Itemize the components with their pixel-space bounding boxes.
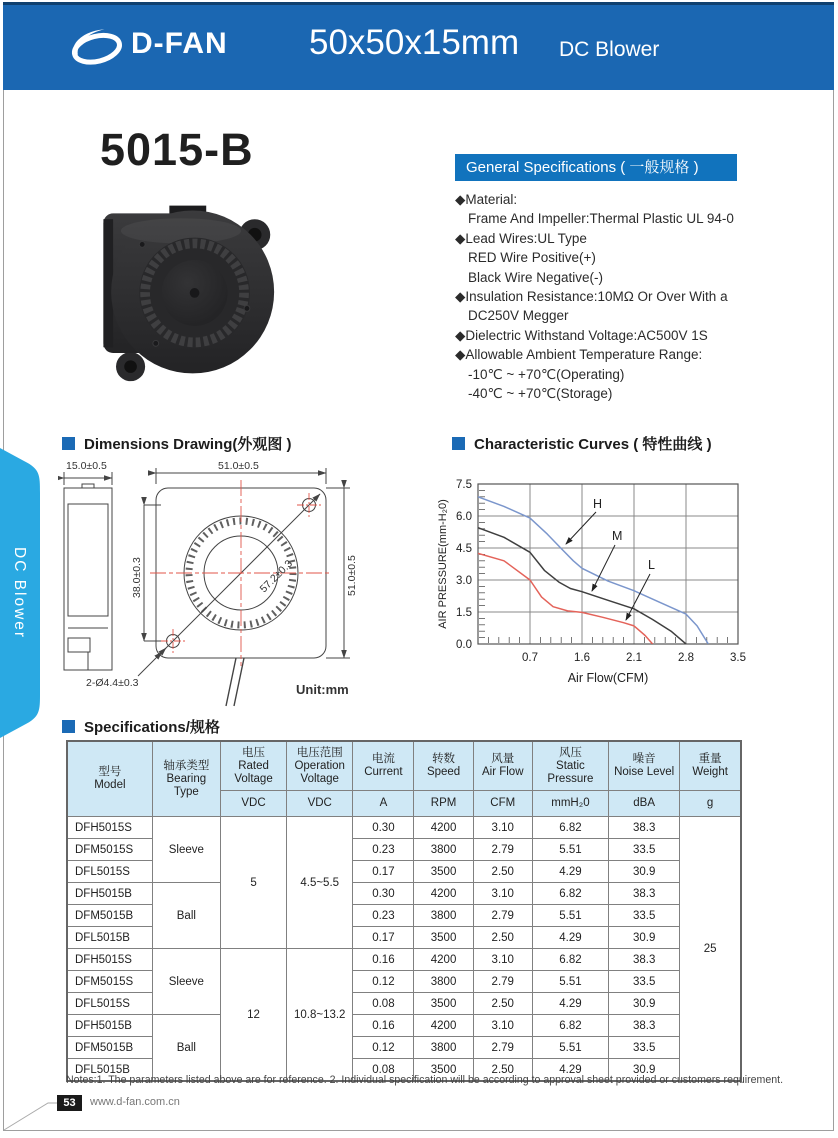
col-header: 重量 Weight xyxy=(680,741,741,791)
spec-line: RED Wire Positive(+) xyxy=(468,250,596,266)
table-cell: 4.29 xyxy=(532,861,608,883)
svg-text:7.5: 7.5 xyxy=(456,479,472,491)
col-header: 噪音 Noise Level xyxy=(609,741,680,791)
table-cell: 3800 xyxy=(414,971,473,993)
spec-line: ◆Allowable Ambient Temperature Range: xyxy=(455,347,703,363)
model-title: 5015-B xyxy=(100,124,254,175)
svg-text:2.1: 2.1 xyxy=(626,652,642,664)
specifications-table-wrap xyxy=(66,740,742,1082)
table-cell: 2.79 xyxy=(473,905,532,927)
table-cell: 3.10 xyxy=(473,1015,532,1037)
table-cell: 33.5 xyxy=(609,1037,680,1059)
table-cell: DFM5015S xyxy=(67,839,152,861)
curve-label-h: H xyxy=(593,497,603,511)
blue-square-icon xyxy=(62,720,75,733)
chart-series xyxy=(478,497,708,644)
col-header: 风压 Static Pressure xyxy=(532,741,608,791)
table-cell: 0.12 xyxy=(353,971,414,993)
table-cell: 30.9 xyxy=(609,1059,680,1082)
spec-line: -40℃ ~ +70℃(Storage) xyxy=(468,386,613,402)
table-cell: 4.29 xyxy=(532,927,608,949)
table-row xyxy=(67,949,741,971)
table-cell: 2.79 xyxy=(473,839,532,861)
blue-square-icon xyxy=(62,437,75,450)
col-header: 风量 Air Flow xyxy=(473,741,532,791)
table-cell: 5 xyxy=(220,817,286,949)
table-cell: 6.82 xyxy=(532,1015,608,1037)
svg-text:0.7: 0.7 xyxy=(522,652,538,664)
table-cell: 6.82 xyxy=(532,949,608,971)
table-cell: 3800 xyxy=(414,1037,473,1059)
spec-line: DC250V Megger xyxy=(468,308,569,324)
table-cell: 3500 xyxy=(414,1059,473,1082)
svg-text:1.6: 1.6 xyxy=(574,652,590,664)
table-cell: DFH5015S xyxy=(67,817,152,839)
table-cell: DFH5015B xyxy=(67,1015,152,1037)
table-cell: 33.5 xyxy=(609,905,680,927)
table-cell: 3500 xyxy=(414,927,473,949)
svg-text:6.0: 6.0 xyxy=(456,511,472,523)
spec-line: ◆Insulation Resistance:10MΩ Or Over With a xyxy=(455,289,728,305)
table-cell: DFM5015S xyxy=(67,971,152,993)
table-cell: 0.17 xyxy=(353,861,414,883)
table-cell: 12 xyxy=(220,949,286,1082)
product-size: 50x50x15mm xyxy=(309,23,520,62)
table-cell: 3800 xyxy=(414,905,473,927)
unit-header: VDC xyxy=(220,791,286,817)
unit-header: g xyxy=(680,791,741,817)
spec-line: ◆Lead Wires:UL Type xyxy=(455,230,587,246)
table-cell: 3500 xyxy=(414,861,473,883)
table-cell: 6.82 xyxy=(532,883,608,905)
dfan-logo-icon xyxy=(67,25,125,74)
table-row xyxy=(67,1015,741,1037)
product-type: DC Blower xyxy=(559,38,660,61)
website-text: www.d-fan.com.cn xyxy=(90,1096,180,1108)
table-cell: 0.16 xyxy=(353,949,414,971)
dim-front-height: 51.0±0.5 xyxy=(346,555,358,596)
table-cell: 3800 xyxy=(414,839,473,861)
dim-holes: 2-Ø4.4±0.3 xyxy=(86,677,139,689)
table-cell: 0.12 xyxy=(353,1037,414,1059)
dimensions-drawing xyxy=(58,458,448,713)
unit-header: A xyxy=(353,791,414,817)
table-cell: 5.51 xyxy=(532,839,608,861)
side-tab-label: DC Blower xyxy=(11,546,28,640)
table-cell: 0.08 xyxy=(353,993,414,1015)
table-cell: 38.3 xyxy=(609,817,680,839)
spec-line: Frame And Impeller:Thermal Plastic UL 94-0 xyxy=(468,211,734,227)
table-cell: 2.50 xyxy=(473,927,532,949)
table-cell: 3.10 xyxy=(473,949,532,971)
notes-text: Notes:1. The parameters listed above are for reference. 2. Individual specification will be according to approval sheet provided or customers requirement. xyxy=(66,1074,784,1086)
unit-header: mmH₂0 xyxy=(532,791,608,817)
unit-header: CFM xyxy=(473,791,532,817)
characteristic-curves-chart xyxy=(436,452,806,700)
table-cell: 0.08 xyxy=(353,1059,414,1082)
svg-text:2.8: 2.8 xyxy=(678,652,694,664)
page-number-badge: 53 xyxy=(57,1095,82,1111)
table-cell: 0.23 xyxy=(353,905,414,927)
unit-header: dBA xyxy=(609,791,680,817)
table-cell: 4.5~5.5 xyxy=(287,817,353,949)
table-cell: 4200 xyxy=(414,949,473,971)
col-header: 电流 Current xyxy=(353,741,414,791)
table-cell: DFL5015B xyxy=(67,1059,152,1082)
table-cell: DFL5015B xyxy=(67,927,152,949)
svg-text:3.5: 3.5 xyxy=(730,652,746,664)
chart-y-axis-label: AIR PRESSURE(mm-H₂0) xyxy=(437,499,449,629)
table-cell: 4200 xyxy=(414,1015,473,1037)
table-cell: 5.51 xyxy=(532,971,608,993)
table-cell: 38.3 xyxy=(609,883,680,905)
table-cell: Ball xyxy=(152,883,220,949)
table-row xyxy=(67,817,741,839)
table-cell: DFM5015B xyxy=(67,1037,152,1059)
table-cell: 10.8~13.2 xyxy=(287,949,353,1082)
col-header: 型号 Model xyxy=(67,741,152,817)
table-cell: 2.50 xyxy=(473,1059,532,1082)
table-cell: 0.30 xyxy=(353,883,414,905)
svg-text:4.5: 4.5 xyxy=(456,543,472,555)
table-cell: 33.5 xyxy=(609,839,680,861)
dim-front-width: 51.0±0.5 xyxy=(218,460,259,472)
table-cell: 38.3 xyxy=(609,1015,680,1037)
table-cell: 0.17 xyxy=(353,927,414,949)
dim-hole-span: 38.0±0.3 xyxy=(131,557,143,598)
table-cell: DFH5015B xyxy=(67,883,152,905)
curves-section-header: Characteristic Curves ( 特性曲线 ) xyxy=(452,433,712,454)
table-cell: Sleeve xyxy=(152,817,220,883)
table-cell: 2.50 xyxy=(473,861,532,883)
col-header: 电压范围 Operation Voltage xyxy=(287,741,353,791)
header-bar xyxy=(3,2,834,90)
curve-label-m: M xyxy=(612,529,623,543)
col-header: 电压 Rated Voltage xyxy=(220,741,286,791)
general-specs-title-bar: General Specifications ( 一般规格 ) xyxy=(455,154,737,181)
dim-side-width: 15.0±0.5 xyxy=(66,460,107,472)
svg-text:0.0: 0.0 xyxy=(456,639,472,651)
dimensions-section-header: Dimensions Drawing(外观图 ) xyxy=(62,433,292,454)
table-cell: 30.9 xyxy=(609,927,680,949)
table-cell: 25 xyxy=(680,817,741,1082)
product-photo xyxy=(84,190,278,390)
table-cell: 33.5 xyxy=(609,971,680,993)
chart-x-axis-label: Air Flow(CFM) xyxy=(567,671,649,685)
unit-header: VDC xyxy=(287,791,353,817)
table-cell: 4.29 xyxy=(532,993,608,1015)
col-header: 转数 Speed xyxy=(414,741,473,791)
col-header: 轴承类型 Bearing Type xyxy=(152,741,220,817)
dim-unit: Unit:mm xyxy=(296,682,349,697)
chart-axes xyxy=(478,484,738,644)
table-row xyxy=(67,883,741,905)
table-cell: 3.10 xyxy=(473,817,532,839)
table-cell: 2.79 xyxy=(473,1037,532,1059)
table-cell: DFM5015B xyxy=(67,905,152,927)
table-cell: 3500 xyxy=(414,993,473,1015)
table-cell: 2.50 xyxy=(473,993,532,1015)
specifications-section-header: Specifications/规格 xyxy=(62,716,220,737)
table-cell: 0.30 xyxy=(353,817,414,839)
table-cell: 2.79 xyxy=(473,971,532,993)
curve-label-l: L xyxy=(648,558,655,572)
table-cell: 30.9 xyxy=(609,861,680,883)
spec-line: -10℃ ~ +70℃(Operating) xyxy=(468,366,625,382)
svg-text:3.0: 3.0 xyxy=(456,575,472,587)
spec-line: Black Wire Negative(-) xyxy=(468,269,604,285)
table-cell: DFL5015S xyxy=(67,993,152,1015)
spec-line: ◆Material: xyxy=(455,192,518,207)
table-cell: 3.10 xyxy=(473,883,532,905)
brand-name: D-FAN xyxy=(131,27,228,60)
corner-decoration xyxy=(0,1086,120,1136)
table-cell: Sleeve xyxy=(152,949,220,1015)
table-cell: 0.16 xyxy=(353,1015,414,1037)
dim-diagonal: 57.2±0.3 xyxy=(257,557,295,596)
table-cell: 30.9 xyxy=(609,993,680,1015)
blue-square-icon xyxy=(452,437,465,450)
spec-line: ◆Dielectric Withstand Voltage:AC500V 1S xyxy=(455,327,708,343)
table-cell: DFH5015S xyxy=(67,949,152,971)
table-cell: DFL5015S xyxy=(67,861,152,883)
table-cell: Ball xyxy=(152,1015,220,1082)
unit-header: RPM xyxy=(414,791,473,817)
table-cell: 5.51 xyxy=(532,905,608,927)
table-cell: 38.3 xyxy=(609,949,680,971)
specifications-table xyxy=(66,740,742,1082)
table-cell: 5.51 xyxy=(532,1037,608,1059)
table-cell: 4200 xyxy=(414,883,473,905)
table-cell: 6.82 xyxy=(532,817,608,839)
table-cell: 0.23 xyxy=(353,839,414,861)
table-cell: 4200 xyxy=(414,817,473,839)
general-spec-list xyxy=(455,190,800,403)
table-cell: 4.29 xyxy=(532,1059,608,1082)
svg-text:1.5: 1.5 xyxy=(456,607,472,619)
